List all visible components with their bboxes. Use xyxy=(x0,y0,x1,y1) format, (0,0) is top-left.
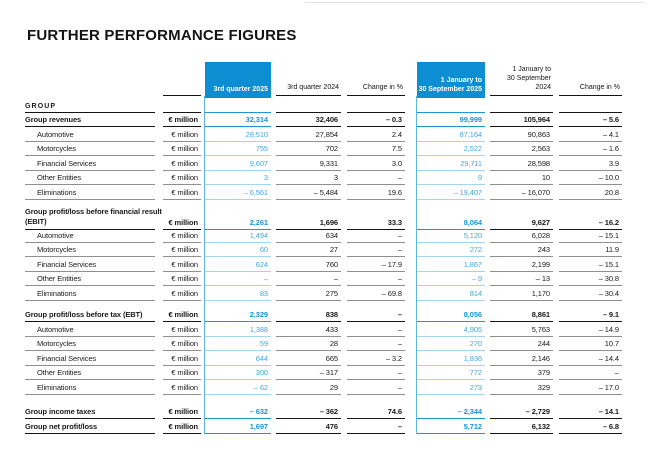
value-cell: 7.5 xyxy=(347,142,405,157)
value-cell xyxy=(347,96,405,113)
value-cell: 2,146 xyxy=(490,351,553,366)
value-cell: – xyxy=(205,272,271,287)
row-label: Financial Services xyxy=(25,257,155,272)
value-cell xyxy=(490,96,553,113)
value-cell: 624 xyxy=(205,257,271,272)
value-cell: 814 xyxy=(417,286,485,301)
value-cell: – 30.4 xyxy=(559,286,622,301)
value-cell: 19.6 xyxy=(347,185,405,200)
row-label: Group income taxes xyxy=(25,405,155,420)
value-cell: – 2,344 xyxy=(417,405,485,420)
value-cell: 60 xyxy=(205,243,271,258)
value-cell: 87,164 xyxy=(417,127,485,142)
value-cell: 28,598 xyxy=(490,156,553,171)
unit-cell: € million xyxy=(163,228,201,243)
section-gap xyxy=(25,301,622,308)
row-label: Motorcycles xyxy=(25,142,155,157)
value-cell: – 9 xyxy=(417,272,485,287)
value-cell: 702 xyxy=(276,142,341,157)
table-row xyxy=(25,308,622,323)
value-cell: 760 xyxy=(276,257,341,272)
value-cell: 11.9 xyxy=(559,243,622,258)
value-cell: 8,861 xyxy=(490,308,553,323)
value-cell: 2,522 xyxy=(417,142,485,157)
value-cell: 2,563 xyxy=(490,142,553,157)
value-cell: 20.8 xyxy=(559,185,622,200)
unit-cell: € million xyxy=(163,380,201,395)
value-cell: 10.7 xyxy=(559,337,622,352)
row-label: Financial Services xyxy=(25,156,155,171)
value-cell xyxy=(559,96,622,113)
value-cell: 9 xyxy=(417,171,485,186)
value-cell: – 6.8 xyxy=(559,419,622,434)
value-cell: 243 xyxy=(490,243,553,258)
unit-cell: € million xyxy=(163,286,201,301)
value-cell: 9,607 xyxy=(205,156,271,171)
row-label: Other Entities xyxy=(25,272,155,287)
value-cell: – 632 xyxy=(205,405,271,420)
header-label-column xyxy=(25,62,155,96)
value-cell: – xyxy=(347,366,405,381)
value-cell: – 13 xyxy=(490,272,553,287)
value-cell: – 4.1 xyxy=(559,127,622,142)
table-row xyxy=(25,322,622,337)
value-cell xyxy=(417,96,485,113)
value-cell: 644 xyxy=(205,351,271,366)
value-cell: 273 xyxy=(417,380,485,395)
unit-cell xyxy=(163,96,201,113)
unit-cell: € million xyxy=(163,127,201,142)
table-row xyxy=(25,171,622,186)
value-cell: – 5,484 xyxy=(276,185,341,200)
value-cell: 270 xyxy=(417,337,485,352)
value-cell: – xyxy=(347,243,405,258)
value-cell: 3 xyxy=(276,171,341,186)
value-cell: 2,199 xyxy=(490,257,553,272)
table-row xyxy=(25,337,622,352)
row-label: Group net profit/loss xyxy=(25,419,155,434)
value-cell: 665 xyxy=(276,351,341,366)
value-cell: – 10.0 xyxy=(559,171,622,186)
row-label: Group profit/loss before tax (EBT) xyxy=(25,308,155,323)
table-row xyxy=(25,257,622,272)
value-cell: 272 xyxy=(417,243,485,258)
value-cell: 1,696 xyxy=(276,207,341,230)
table-header-row xyxy=(25,62,622,96)
table-row xyxy=(25,185,622,200)
table-row xyxy=(25,272,622,287)
header-unit-column xyxy=(163,62,201,96)
value-cell: 105,964 xyxy=(490,113,553,128)
value-cell: 90,863 xyxy=(490,127,553,142)
highlight-column-rule-quarter xyxy=(204,96,205,434)
value-cell: 9,627 xyxy=(490,207,553,230)
value-cell: – 19,407 xyxy=(417,185,485,200)
value-cell: 2,329 xyxy=(205,308,271,323)
table-rows xyxy=(25,96,622,434)
value-cell: 83 xyxy=(205,286,271,301)
value-cell: – 16,070 xyxy=(490,185,553,200)
value-cell: – xyxy=(347,272,405,287)
value-cell: 99,999 xyxy=(417,113,485,128)
unit-cell: € million xyxy=(163,351,201,366)
value-cell: – 362 xyxy=(276,405,341,420)
performance-table xyxy=(25,62,622,434)
value-cell: 5,712 xyxy=(417,419,485,434)
value-cell: 32,314 xyxy=(205,113,271,128)
value-cell: 1,494 xyxy=(205,228,271,243)
row-label: Eliminations xyxy=(25,286,155,301)
row-label: Group revenues xyxy=(25,113,155,128)
value-cell: – 14.1 xyxy=(559,405,622,420)
row-label: Motorcycles xyxy=(25,337,155,352)
row-label: Eliminations xyxy=(25,380,155,395)
header-ytd-2024 xyxy=(490,62,553,96)
unit-cell: € million xyxy=(163,243,201,258)
row-label-line1: Group profit/loss before financial result xyxy=(25,206,162,216)
table-row xyxy=(25,207,622,229)
value-cell: 3.0 xyxy=(347,156,405,171)
value-cell: – 2,729 xyxy=(490,405,553,420)
value-cell: – 17.0 xyxy=(559,380,622,395)
value-cell: 32,406 xyxy=(276,113,341,128)
table-row xyxy=(25,228,622,243)
unit-cell: € million xyxy=(163,419,201,434)
row-label: Eliminations xyxy=(25,185,155,200)
value-cell: 8,064 xyxy=(417,207,485,230)
value-cell: 1,170 xyxy=(490,286,553,301)
value-cell: 29 xyxy=(276,380,341,395)
value-cell: – 69.8 xyxy=(347,286,405,301)
value-cell xyxy=(205,96,271,113)
unit-cell: € million xyxy=(163,308,201,323)
value-cell: 1,697 xyxy=(205,419,271,434)
value-cell: 1,388 xyxy=(205,322,271,337)
value-cell: 476 xyxy=(276,419,341,434)
table-row xyxy=(25,419,622,434)
unit-cell: € million xyxy=(163,322,201,337)
value-cell: 6,132 xyxy=(490,419,553,434)
value-cell: – xyxy=(347,171,405,186)
value-cell: – 14.9 xyxy=(559,322,622,337)
header-ytd-2025 xyxy=(417,62,485,98)
row-label: Other Entities xyxy=(25,366,155,381)
value-cell: – xyxy=(347,322,405,337)
row-label: Automotive xyxy=(25,228,155,243)
table-row xyxy=(25,142,622,157)
value-cell: – xyxy=(347,419,405,434)
value-cell: 755 xyxy=(205,142,271,157)
value-cell: – xyxy=(276,272,341,287)
value-cell: 3 xyxy=(205,171,271,186)
unit-cell: € million xyxy=(163,272,201,287)
value-cell: 6,028 xyxy=(490,228,553,243)
value-cell: – 5.6 xyxy=(559,113,622,128)
unit-cell: € million xyxy=(163,257,201,272)
unit-cell: € million xyxy=(163,171,201,186)
unit-cell: € million xyxy=(163,185,201,200)
unit-cell: € million xyxy=(163,337,201,352)
value-cell: – xyxy=(347,228,405,243)
value-cell: 33.3 xyxy=(347,207,405,230)
value-cell: – 6,561 xyxy=(205,185,271,200)
value-cell: – xyxy=(347,380,405,395)
table-row xyxy=(25,405,622,420)
section-heading: GROUP xyxy=(25,96,155,113)
table-row xyxy=(25,156,622,171)
value-cell: 329 xyxy=(490,380,553,395)
value-cell: – xyxy=(347,308,405,323)
value-cell: 10 xyxy=(490,171,553,186)
value-cell: 28 xyxy=(276,337,341,352)
value-cell: 27 xyxy=(276,243,341,258)
value-cell: 275 xyxy=(276,286,341,301)
header-change-quarter: Change in % xyxy=(347,62,405,96)
unit-cell: € million xyxy=(163,366,201,381)
value-cell: 5,120 xyxy=(417,228,485,243)
value-cell: – 15.1 xyxy=(559,257,622,272)
value-cell: – 16.2 xyxy=(559,207,622,230)
value-cell: 27,854 xyxy=(276,127,341,142)
unit-cell: € million xyxy=(163,405,201,420)
header-ytd-2025-line1: 1 January to xyxy=(440,76,482,84)
value-cell: – 3.2 xyxy=(347,351,405,366)
value-cell: 59 xyxy=(205,337,271,352)
unit-cell: € million xyxy=(163,142,201,157)
unit-cell: € million xyxy=(163,113,201,128)
header-change-ytd: Change in % xyxy=(559,62,622,96)
value-cell: – 1.6 xyxy=(559,142,622,157)
row-label: Motorcycles xyxy=(25,243,155,258)
header-q3-2024: 3rd quarter 2024 xyxy=(276,62,341,96)
table-row xyxy=(25,366,622,381)
section-gap xyxy=(25,200,622,207)
value-cell: – 30.8 xyxy=(559,272,622,287)
value-cell: 634 xyxy=(276,228,341,243)
value-cell: 29,711 xyxy=(417,156,485,171)
value-cell: 74.6 xyxy=(347,405,405,420)
value-cell: 300 xyxy=(205,366,271,381)
value-cell: 2.4 xyxy=(347,127,405,142)
table-row xyxy=(25,243,622,258)
value-cell: – 62 xyxy=(205,380,271,395)
page-title: FURTHER PERFORMANCE FIGURES xyxy=(27,27,297,44)
value-cell: 28,510 xyxy=(205,127,271,142)
value-cell: – 17.9 xyxy=(347,257,405,272)
row-label: Financial Services xyxy=(25,351,155,366)
value-cell: 433 xyxy=(276,322,341,337)
value-cell: 2,261 xyxy=(205,207,271,230)
table-row xyxy=(25,113,622,128)
value-cell: 379 xyxy=(490,366,553,381)
value-cell: 5,763 xyxy=(490,322,553,337)
value-cell: 4,905 xyxy=(417,322,485,337)
table-row xyxy=(25,380,622,395)
unit-cell: € million xyxy=(163,207,201,230)
value-cell: – 14.4 xyxy=(559,351,622,366)
value-cell: 3.9 xyxy=(559,156,622,171)
section-gap xyxy=(25,395,622,405)
section-heading-row xyxy=(25,96,622,113)
row-label: Other Entities xyxy=(25,171,155,186)
highlight-column-rule-ytd xyxy=(416,96,417,434)
table-row xyxy=(25,127,622,142)
header-ytd-2024-line1: 1 January to xyxy=(512,65,551,73)
value-cell: 8,056 xyxy=(417,308,485,323)
table-row xyxy=(25,286,622,301)
row-label: Automotive xyxy=(25,127,155,142)
value-cell: – 9.1 xyxy=(559,308,622,323)
value-cell: 1,867 xyxy=(417,257,485,272)
value-cell: 1,836 xyxy=(417,351,485,366)
value-cell: 244 xyxy=(490,337,553,352)
value-cell: – 15.1 xyxy=(559,228,622,243)
value-cell: – xyxy=(347,337,405,352)
table-row xyxy=(25,351,622,366)
row-label: Automotive xyxy=(25,322,155,337)
header-ytd-2025-line2: 30 September 2025 xyxy=(418,85,482,93)
row-label-line2: (EBIT) xyxy=(25,216,47,226)
header-q3-2025: 3rd quarter 2025 xyxy=(205,62,271,98)
value-cell: 838 xyxy=(276,308,341,323)
row-label xyxy=(25,206,162,230)
value-cell: – 317 xyxy=(276,366,341,381)
unit-cell: € million xyxy=(163,156,201,171)
value-cell: 9,331 xyxy=(276,156,341,171)
value-cell: – xyxy=(559,366,622,381)
value-cell: – 0.3 xyxy=(347,113,405,128)
value-cell: 772 xyxy=(417,366,485,381)
header-ytd-2024-line2: 30 September 2024 xyxy=(507,74,551,91)
page-top-rule xyxy=(305,2,645,3)
value-cell xyxy=(276,96,341,113)
